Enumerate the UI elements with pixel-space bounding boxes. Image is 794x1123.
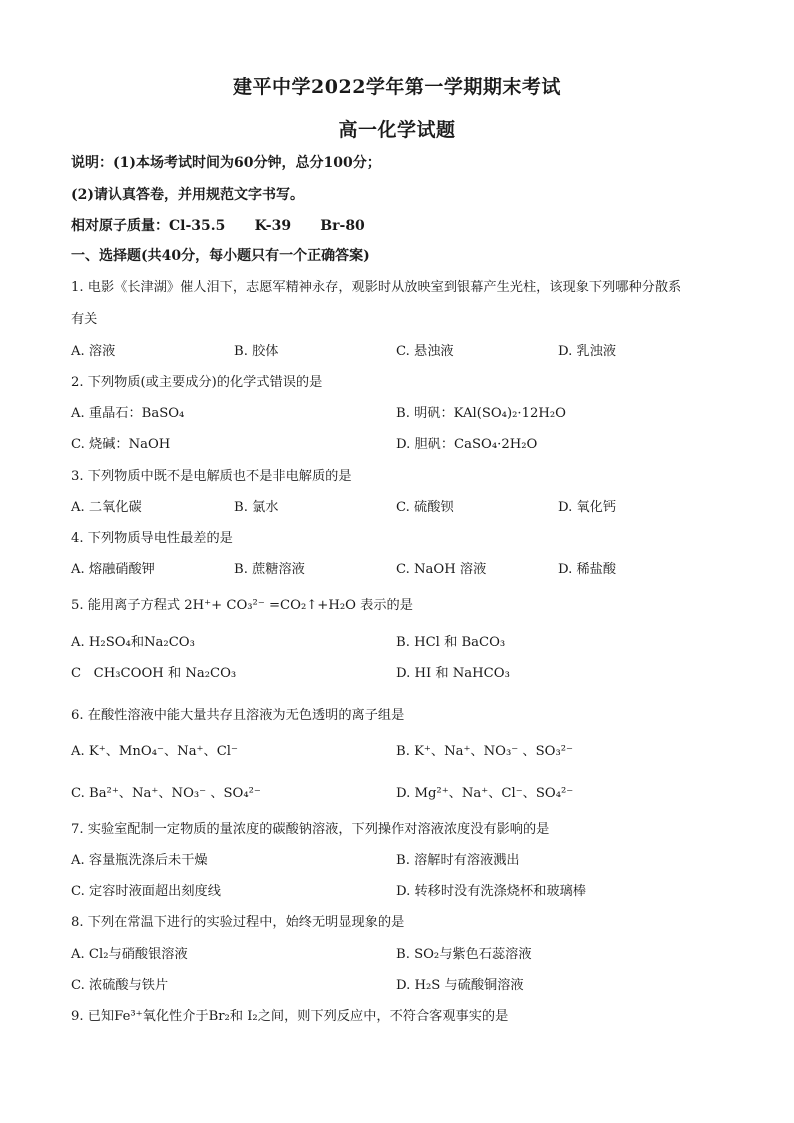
question-1-stem-line-2: 有关	[71, 312, 98, 327]
question-7-option-d: D. 转移时没有洗涤烧杯和玻璃棒	[396, 884, 586, 899]
question-5-option-d: D. HI 和 NaHCO₃	[396, 666, 510, 681]
question-5-stem: 5. 能用离子方程式 2H⁺+ CO₃²⁻ =CO₂↑+H₂O 表示的是	[71, 598, 413, 613]
question-1-stem-line-1: 1. 电影《长津湖》催人泪下，志愿军精神永存，观影时从放映室到银幕产生光柱，该现象下列哪种分散系	[71, 280, 682, 295]
exam-title: 建平中学2022学年第一学期期末考试	[233, 76, 561, 98]
question-3-option-b: B. 氯水	[234, 500, 279, 515]
question-1-option-c: C. 悬浊液	[396, 344, 454, 359]
section-heading: 一、选择题(共40分，每小题只有一个正确答案)	[71, 248, 370, 264]
question-6-option-c: C. Ba²⁺、Na⁺、NO₃⁻ 、SO₄²⁻	[71, 786, 261, 801]
question-4-option-c: C. NaOH 溶液	[396, 562, 487, 577]
question-2-stem: 2. 下列物质(或主要成分)的化学式错误的是	[71, 375, 323, 390]
question-8-option-b: B. SO₂与紫色石蕊溶液	[396, 947, 532, 962]
question-4-option-a: A. 熔融硝酸钾	[71, 562, 155, 577]
question-3-option-a: A. 二氧化碳	[71, 500, 142, 515]
question-1-option-d: D. 乳浊液	[558, 344, 617, 359]
question-4-option-d: D. 稀盐酸	[558, 562, 617, 577]
question-6-option-d: D. Mg²⁺、Na⁺、Cl⁻、SO₄²⁻	[396, 786, 574, 801]
question-1-option-b: B. 胶体	[234, 344, 279, 359]
instruction-line-2: (2)请认真答卷，并用规范文字书写。	[71, 187, 304, 203]
question-8-option-c: C. 浓硫酸与铁片	[71, 978, 169, 993]
question-6-stem: 6. 在酸性溶液中能大量共存且溶液为无色透明的离子组是	[71, 708, 405, 723]
question-5-option-b: B. HCl 和 BaCO₃	[396, 635, 506, 650]
exam-subtitle: 高一化学试题	[338, 119, 456, 141]
instruction-line-1: 说明：(1)本场考试时间为60分钟，总分100分；	[71, 155, 381, 171]
atomic-masses: 相对原子质量：Cl-35.5 K-39 Br-80	[71, 218, 365, 234]
question-7-option-c: C. 定容时液面超出刻度线	[71, 884, 221, 899]
question-8-stem: 8. 下列在常温下进行的实验过程中，始终无明显现象的是	[71, 915, 405, 930]
question-3-option-c: C. 硫酸钡	[396, 500, 454, 515]
question-7-option-a: A. 容量瓶洗涤后未干燥	[71, 853, 208, 868]
question-7-stem: 7. 实验室配制一定物质的量浓度的碳酸钠溶液，下列操作对溶液浓度没有影响的是	[71, 822, 550, 837]
question-6-option-a: A. K⁺、MnO₄⁻、Na⁺、Cl⁻	[71, 744, 238, 759]
question-6-option-b: B. K⁺、Na⁺、NO₃⁻ 、SO₃²⁻	[396, 744, 573, 759]
question-7-option-b: B. 溶解时有溶液溅出	[396, 853, 520, 868]
question-2-option-a: A. 重晶石：BaSO₄	[71, 406, 185, 421]
question-8-option-a: A. Cl₂与硝酸银溶液	[71, 947, 188, 962]
question-4-stem: 4. 下列物质导电性最差的是	[71, 531, 233, 546]
question-2-option-d: D. 胆矾：CaSO₄·2H₂O	[396, 437, 538, 452]
question-9-stem: 9. 已知Fe³⁺氧化性介于Br₂和 I₂之间，则下列反应中，不符合客观事实的是	[71, 1009, 509, 1024]
question-2-option-b: B. 明矾：KAl(SO₄)₂·12H₂O	[396, 406, 566, 421]
question-4-option-b: B. 蔗糖溶液	[234, 562, 305, 577]
question-3-stem: 3. 下列物质中既不是电解质也不是非电解质的是	[71, 469, 352, 484]
question-8-option-d: D. H₂S 与硫酸铜溶液	[396, 978, 524, 993]
question-1-option-a: A. 溶液	[71, 344, 116, 359]
question-3-option-d: D. 氧化钙	[558, 500, 617, 515]
question-5-option-a: A. H₂SO₄和Na₂CO₃	[71, 635, 195, 650]
question-2-option-c: C. 烧碱：NaOH	[71, 437, 171, 452]
question-5-option-c: C CH₃COOH 和 Na₂CO₃	[71, 666, 237, 681]
